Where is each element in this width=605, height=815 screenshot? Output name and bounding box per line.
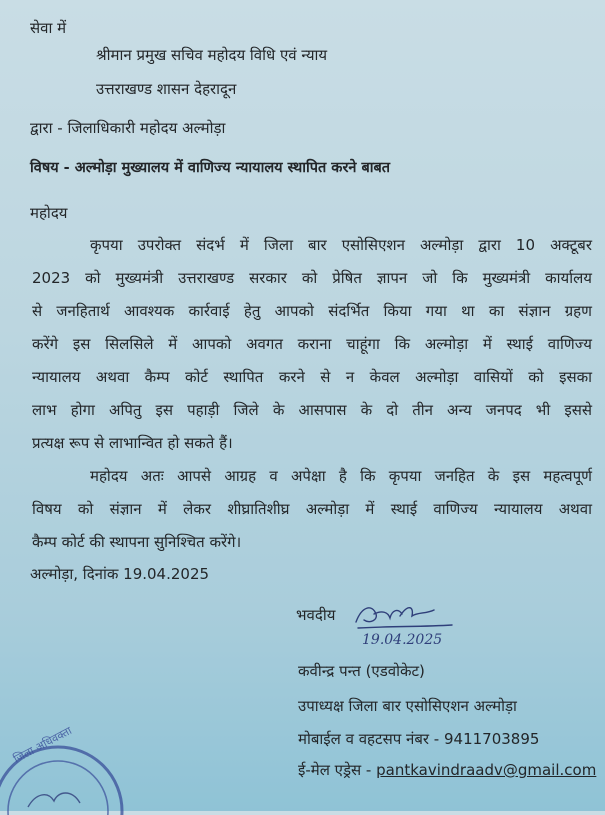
office-seal bbox=[0, 715, 128, 815]
signature-image bbox=[352, 600, 462, 634]
place-date: अल्मोड़ा, दिनांक 19.04.2025 bbox=[30, 565, 210, 583]
seal-text: जिला अधिवक्ता bbox=[11, 724, 74, 766]
signature-date: 19.04.2025 bbox=[362, 632, 443, 648]
email-link[interactable]: pantkavindraadv@gmail.com bbox=[376, 761, 597, 779]
via-line: द्वारा - जिलाधिकारी महोदय अल्मोड़ा bbox=[30, 119, 226, 137]
greeting: महोदय bbox=[30, 204, 68, 222]
salutation: सेवा में bbox=[30, 19, 67, 37]
paragraph-line: से जनहितार्थ आवश्यक कार्रवाई हेतु आपको संदर्भित किया गया था का संज्ञान ग्रहण bbox=[32, 302, 592, 320]
paragraph-line: विषय को संज्ञान में लेकर शीघ्रातिशीघ्र अल्मोड़ा में स्थाई वाणिज्य न्यायालय अथवा bbox=[32, 500, 592, 518]
email-label: ई-मेल एड्रेस - bbox=[298, 761, 377, 779]
paragraph-line: कैम्प कोर्ट की स्थापना सुनिश्चित करेंगे। bbox=[32, 533, 242, 551]
paragraph-line: महोदय अतः आपसे आग्रह व अपेक्षा है कि कृपया जनहित के इस महत्वपूर्ण bbox=[90, 467, 592, 485]
closing: भवदीय bbox=[296, 606, 336, 624]
sender-designation: उपाध्यक्ष जिला बार एसोसिएशन अल्मोड़ा bbox=[298, 697, 517, 715]
recipient-line-2: उत्तराखण्ड शासन देहरादून bbox=[96, 80, 237, 98]
sender-name: कवीन्द्र पन्त (एडवोकेट) bbox=[298, 662, 425, 680]
paragraph-line: 2023 को मुख्यमंत्री उत्तराखण्ड सरकार को प्रेषित ज्ञापन जो कि मुख्यमंत्री कार्यालय bbox=[32, 269, 592, 287]
recipient-line-1: श्रीमान प्रमुख सचिव महोदय विधि एवं न्याय bbox=[96, 46, 328, 64]
paragraph-line: करेंगे इस सिलसिले में आपको अवगत कराना चाहूंगा कि अल्मोड़ा में स्थाई वाणिज्य bbox=[32, 335, 592, 353]
paragraph-line: लाभ होगा अपितु इस पहाड़ी जिले के आसपास के दो तीन अन्य जनपद भी इससे bbox=[32, 401, 592, 419]
subject-line: विषय - अल्मोड़ा मुख्यालय में वाणिज्य न्यायालय स्थापित करने बाबत bbox=[30, 160, 391, 176]
sender-email-row bbox=[298, 760, 596, 780]
paragraph-line: कृपया उपरोक्त संदर्भ में जिला बार एसोसिएशन अल्मोड़ा द्वारा 10 अक्टूबर bbox=[90, 236, 592, 254]
paragraph-line: न्यायालय अथवा कैम्प कोर्ट स्थापित करने से न केवल अल्मोड़ा वासियों को इसका bbox=[32, 368, 592, 386]
sender-phone: मोबाईल व वहटसप नंबर - 9411703895 bbox=[298, 730, 540, 748]
paragraph-line: प्रत्यक्ष रूप से लाभान्वित हो सकते हैं। bbox=[32, 434, 233, 452]
